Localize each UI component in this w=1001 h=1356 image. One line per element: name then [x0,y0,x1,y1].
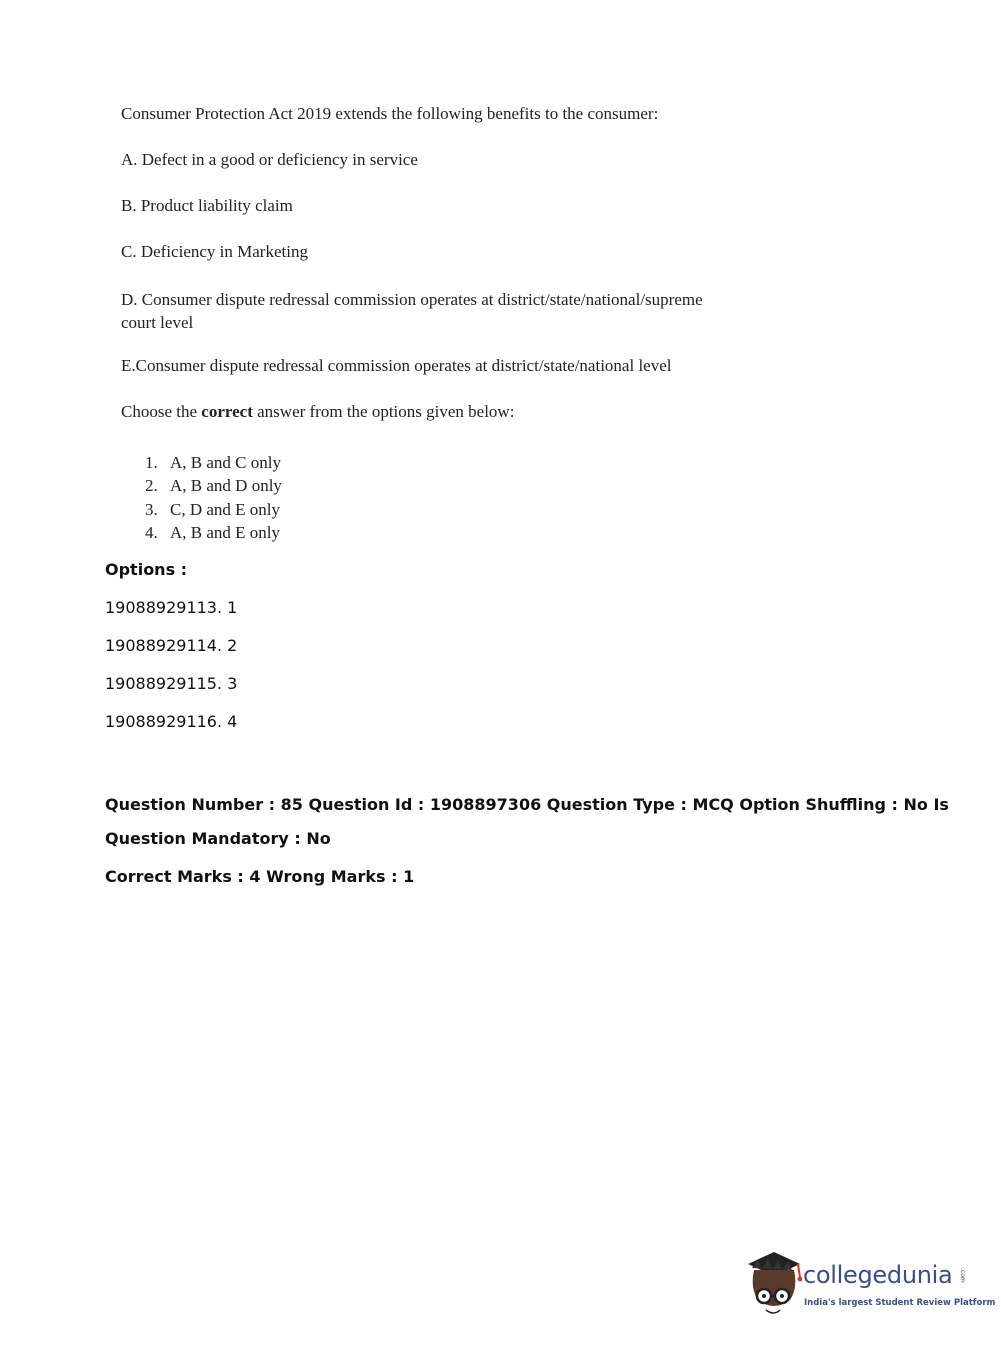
option-item: 19088929116. 4 [105,712,238,731]
choice-text: A, B and C only [170,453,281,472]
question-stem: Consumer Protection Act 2019 extends the following benefits to the consumer: [121,104,659,123]
choice-text: C, D and E only [170,499,281,519]
collegedunia-logo [740,1248,996,1318]
marks-line: Correct Marks : 4 Wrong Marks : 1 [105,867,415,886]
instruction-suffix: answer from the options given below: [252,402,515,421]
logo-tagline: India's largest Student Review Platform [804,1298,996,1308]
option-item: 19088929115. 3 [105,674,238,693]
choice-list [145,451,282,544]
options-heading: Options : [105,560,188,579]
option-item: 19088929114. 2 [105,636,238,655]
question-meta-line2: Question Mandatory : No [105,829,331,848]
choice-item [145,474,282,497]
choice-item [145,498,282,521]
statement-e: E.Consumer dispute redressal commission operates at district/state/national level [121,356,672,375]
option-item: 19088929113. 1 [105,598,238,617]
instruction-bold: correct [201,402,253,421]
logo-name: collegedunia [803,1261,953,1289]
statement-c: C. Deficiency in Marketing [121,242,308,261]
choice-text: A, B and D only [170,476,282,496]
choice-text: A, B and E only [170,522,281,542]
statement-a: A. Defect in a good or deficiency in service [121,150,418,169]
statement-b: B. Product liability claim [121,196,293,215]
choice-number: 1. [145,453,158,472]
choice-item [145,451,282,474]
logo-suffix: .com [959,1268,966,1283]
choice-item [145,521,282,544]
statement-d: D. Consumer dispute redressal commission operates at district/state/national/supreme court level [121,290,703,332]
choice-number: 3. [145,499,158,519]
mascot-icon [740,1248,802,1318]
choice-number: 4. [145,522,158,542]
instruction-prefix: Choose the [121,402,202,421]
instruction [121,402,514,422]
question-meta-line1: Question Number : 85 Question Id : 1908897306 Question Type : MCQ Option Shuffling : No Is [105,795,949,814]
choice-number: 2. [145,476,158,496]
